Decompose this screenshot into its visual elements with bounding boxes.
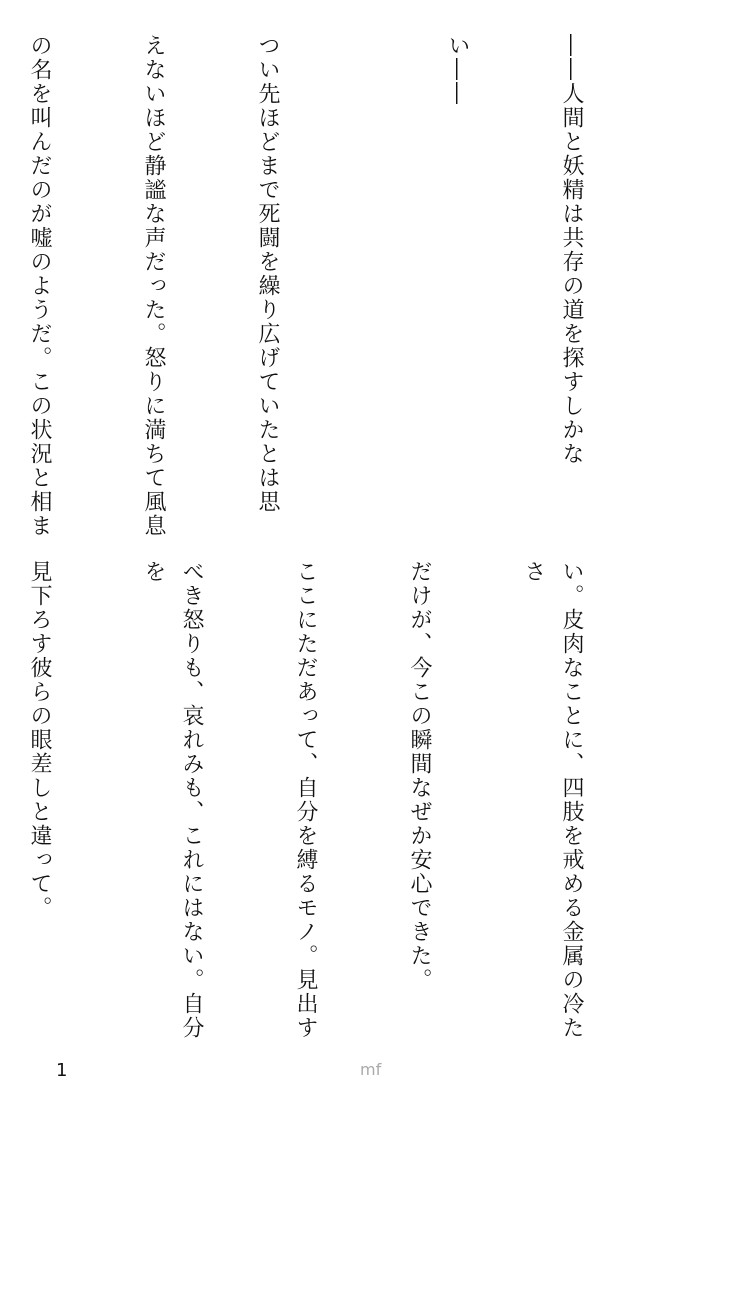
text-line: 見下ろす彼らの眼差しと違って。 bbox=[27, 560, 52, 920]
text-line: い。皮肉なことに、四肢を戒める金属の冷たさ bbox=[521, 560, 584, 1040]
text-line: だけが、今この瞬間なぜか安心できた。 bbox=[407, 560, 432, 992]
text-line: い―― bbox=[445, 34, 470, 106]
text-line: ここにただあって、自分を縛るモノ。見出す bbox=[293, 560, 318, 1040]
page-number: 1 bbox=[56, 1060, 68, 1081]
text-line: ――人間と妖精は共存の道を探すしかな bbox=[559, 34, 584, 466]
text-line: べき怒りも、哀れみも、これにはない。自分を bbox=[141, 560, 204, 1040]
text-line: えないほど静謐な声だった。怒りに満ちて風息 bbox=[141, 34, 166, 538]
watermark: mf bbox=[360, 1060, 382, 1079]
text-line: の名を叫んだのが嘘のようだ。この状況と相ま bbox=[27, 34, 52, 538]
text-block-top bbox=[27, 34, 666, 539]
text-block-bottom bbox=[27, 560, 666, 1060]
text-line: つい先ほどまで死闘を繰り広げていたとは思 bbox=[255, 34, 280, 514]
